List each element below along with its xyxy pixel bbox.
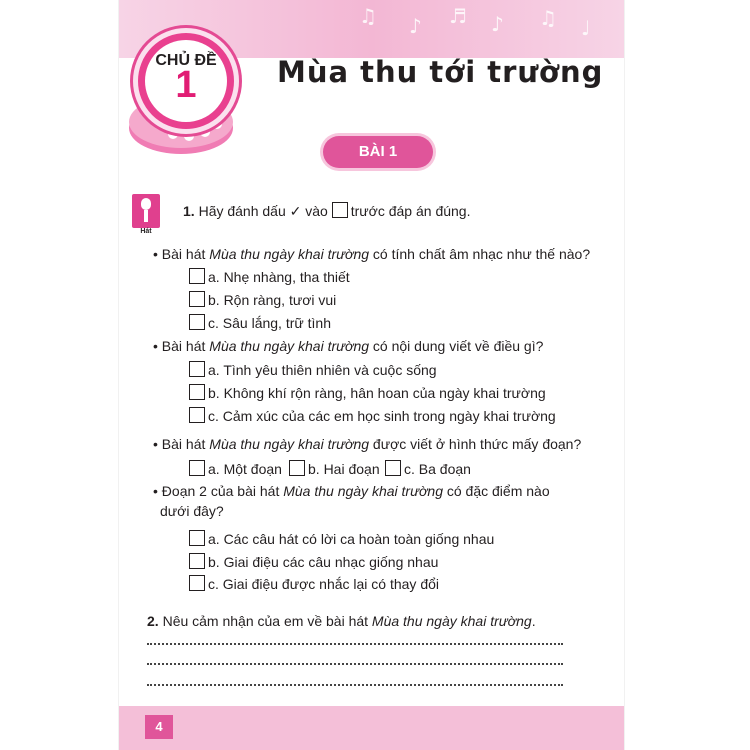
checkbox-sample — [332, 202, 348, 218]
sub-question-text: được viết ở hình thức mấy đoạn? — [369, 436, 582, 452]
music-note-icon: ♬ — [449, 4, 467, 28]
question-number: 1. — [183, 203, 195, 219]
bullet: • — [153, 338, 158, 354]
sub-question-text: có nội dung viết về điều gì? — [369, 338, 544, 354]
topic-label: CHỦ ĐỀ — [155, 52, 217, 69]
page-number: 4 — [145, 715, 173, 739]
answer-label: c. Giai điệu được nhắc lại có thay đổi — [208, 576, 440, 592]
music-note-icon: ♩ — [581, 16, 591, 40]
question-text-after: trước đáp án đúng. — [350, 203, 471, 219]
sub-question-text: Bài hát — [161, 338, 210, 354]
question-number: 2. — [147, 613, 159, 629]
answer-label: a. Một đoạn — [208, 461, 282, 477]
question-1 — [183, 202, 470, 220]
answer-checkbox[interactable] — [189, 407, 205, 423]
answer-option[interactable] — [189, 384, 546, 402]
answer-line[interactable] — [147, 663, 563, 665]
answer-checkbox[interactable] — [289, 460, 305, 476]
answer-option[interactable] — [189, 361, 437, 379]
music-note-icon: ♫ — [359, 4, 377, 28]
answer-label: b. Không khí rộn ràng, hân hoan của ngày khai trường — [208, 385, 546, 401]
answer-label: b. Giai điệu các câu nhạc giống nhau — [208, 554, 439, 570]
sub-question-4-line2: dưới đây? — [160, 503, 224, 519]
music-note-icon: ♪ — [491, 12, 504, 36]
answer-line[interactable] — [147, 684, 563, 686]
lesson-label: BÀI 1 — [323, 136, 433, 168]
song-title: Mùa thu ngày khai trường — [209, 436, 370, 452]
question-text: . — [531, 613, 536, 629]
bullet: • — [153, 246, 158, 262]
sub-question-3 — [153, 435, 581, 453]
footer-band — [119, 706, 624, 750]
answer-option[interactable] — [289, 460, 380, 478]
bullet: • — [153, 436, 158, 452]
song-title: Mùa thu ngày khai trường — [209, 246, 370, 262]
answer-option[interactable] — [189, 530, 494, 548]
music-note-icon: ♫ — [539, 6, 557, 30]
answer-option[interactable] — [189, 268, 350, 286]
sub-question-text: Bài hát — [161, 436, 210, 452]
sub-question-text: có đặc điểm nào — [442, 483, 550, 499]
answer-checkbox[interactable] — [189, 361, 205, 377]
answer-label: b. Hai đoạn — [308, 461, 380, 477]
answer-checkbox[interactable] — [189, 384, 205, 400]
answer-option[interactable] — [385, 460, 471, 478]
question-2 — [147, 612, 536, 630]
icon-caption: Hát — [140, 228, 152, 235]
sub-question-4 — [153, 482, 550, 500]
workbook-page — [119, 0, 624, 750]
answer-label: a. Nhẹ nhàng, tha thiết — [208, 269, 350, 285]
sub-question-text: Đoạn 2 của bài hát — [161, 483, 284, 499]
question-text: Hãy đánh dấu ✓ vào — [198, 203, 328, 219]
answer-option[interactable] — [189, 291, 336, 309]
answer-checkbox[interactable] — [189, 460, 205, 476]
music-note-icon: ♪ — [409, 14, 422, 38]
sub-question-text: Bài hát — [161, 246, 210, 262]
topic-badge — [133, 28, 239, 134]
answer-option[interactable] — [189, 575, 439, 593]
answer-label: b. Rộn ràng, tươi vui — [208, 292, 337, 308]
question-text: Nêu cảm nhận của em về bài hát — [162, 613, 372, 629]
answer-line[interactable] — [147, 643, 563, 645]
answer-checkbox[interactable] — [189, 314, 205, 330]
answer-option[interactable] — [189, 407, 556, 425]
answer-label: c. Sâu lắng, trữ tình — [208, 315, 331, 331]
topic-number: 1 — [175, 64, 197, 106]
answer-checkbox[interactable] — [189, 553, 205, 569]
song-title: Mùa thu ngày khai trường — [283, 483, 443, 499]
answer-label: a. Các câu hát có lời ca hoàn toàn giống nhau — [208, 531, 495, 547]
answer-label: a. Tình yêu thiên nhiên và cuộc sống — [208, 362, 437, 378]
answer-checkbox[interactable] — [189, 530, 205, 546]
sub-question-text: có tính chất âm nhạc như thế nào? — [369, 246, 591, 262]
page-title: Mùa thu tới trường — [277, 55, 604, 89]
microphone-icon — [132, 194, 160, 228]
answer-checkbox[interactable] — [189, 268, 205, 284]
answer-checkbox[interactable] — [385, 460, 401, 476]
bullet: • — [153, 483, 158, 499]
answer-option[interactable] — [189, 460, 282, 478]
answer-option[interactable] — [189, 314, 331, 332]
answer-label: c. Ba đoạn — [404, 461, 471, 477]
song-title: Mùa thu ngày khai trường — [209, 338, 370, 354]
answer-checkbox[interactable] — [189, 291, 205, 307]
song-title: Mùa thu ngày khai trường — [371, 613, 532, 629]
answer-option[interactable] — [189, 553, 438, 571]
answer-label: c. Cảm xúc của các em học sinh trong ngày khai trường — [208, 408, 556, 424]
answer-checkbox[interactable] — [189, 575, 205, 591]
sub-question-2 — [153, 337, 543, 355]
sub-question-1 — [153, 245, 590, 263]
bleed-through-text — [419, 90, 422, 102]
